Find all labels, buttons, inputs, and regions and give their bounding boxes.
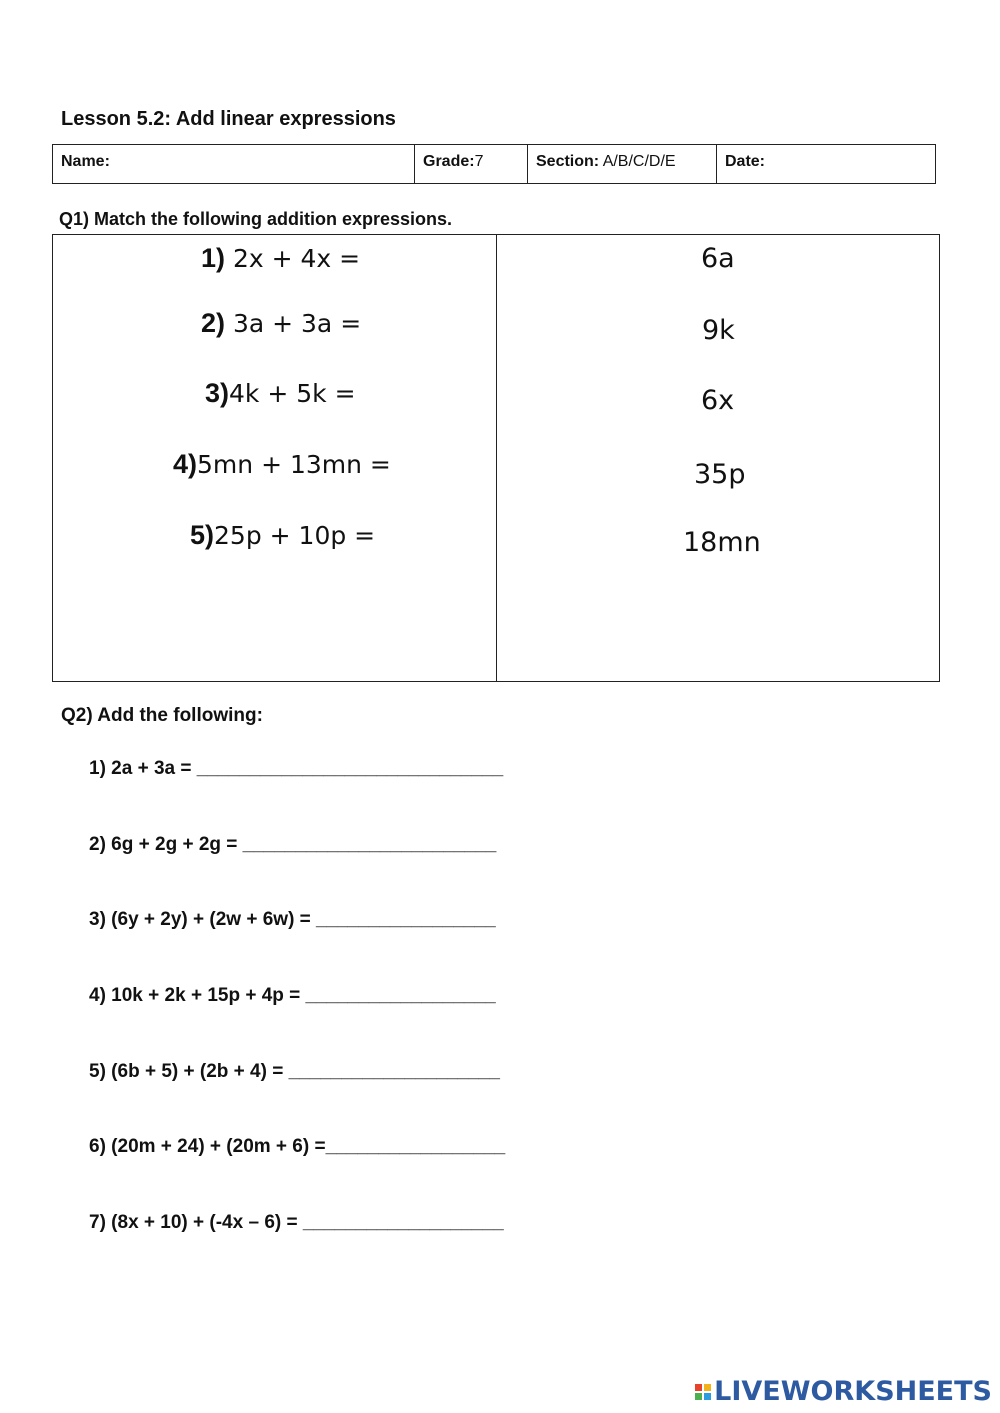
match-right-item[interactable]: 9k bbox=[702, 315, 735, 346]
q2-question[interactable]: 5) (6b + 5) + (2b + 4) = ____________________ bbox=[89, 1061, 500, 1082]
q2-question[interactable]: 7) (8x + 10) + (-4x – 6) = ___________________ bbox=[89, 1212, 504, 1233]
q2-question[interactable]: 3) (6y + 2y) + (2w + 6w) = _________________ bbox=[89, 909, 496, 930]
column-divider bbox=[496, 235, 497, 681]
grade-label: Grade: bbox=[423, 153, 475, 170]
match-left-item[interactable]: 2) 3a + 3a = bbox=[201, 308, 362, 338]
q2-question[interactable]: 2) 6g + 2g + 2g = ________________________ bbox=[89, 834, 497, 855]
student-info-table bbox=[52, 144, 936, 184]
match-right-item[interactable]: 18mn bbox=[683, 527, 761, 558]
match-left-item[interactable]: 5)25p + 10p = bbox=[190, 520, 376, 550]
grade-cell bbox=[415, 145, 528, 183]
match-left-item[interactable]: 4)5mn + 13mn = bbox=[173, 449, 391, 479]
q2-question[interactable]: 1) 2a + 3a = _____________________________ bbox=[89, 758, 504, 779]
liveworksheets-logo bbox=[695, 1376, 992, 1407]
match-table bbox=[52, 234, 940, 682]
section-cell bbox=[528, 145, 717, 183]
lesson-title: Lesson 5.2: Add linear expressions bbox=[61, 108, 396, 130]
q2-title: Q2) Add the following: bbox=[61, 705, 263, 726]
logo-mark-icon bbox=[695, 1384, 711, 1400]
section-label: Section: bbox=[536, 153, 600, 170]
grade-value: 7 bbox=[474, 153, 484, 170]
name-cell[interactable] bbox=[53, 145, 415, 183]
name-label: Name: bbox=[61, 153, 110, 170]
match-right-item[interactable]: 6a bbox=[701, 243, 735, 274]
q2-question[interactable]: 4) 10k + 2k + 15p + 4p = __________________ bbox=[89, 985, 496, 1006]
date-label: Date: bbox=[725, 153, 766, 170]
match-left-item[interactable]: 3)4k + 5k = bbox=[205, 378, 356, 408]
match-left-item[interactable]: 1) 2x + 4x = bbox=[201, 243, 361, 273]
match-right-item[interactable]: 35p bbox=[694, 459, 746, 490]
q2-question[interactable]: 6) (20m + 24) + (20m + 6) =_________________ bbox=[89, 1136, 506, 1157]
date-cell[interactable] bbox=[717, 145, 935, 183]
section-value: A/B/C/D/E bbox=[602, 153, 676, 170]
brand-name: LIVEWORKSHEETS bbox=[714, 1376, 992, 1407]
match-right-item[interactable]: 6x bbox=[701, 385, 735, 416]
q1-title: Q1) Match the following addition expressions. bbox=[59, 209, 453, 229]
